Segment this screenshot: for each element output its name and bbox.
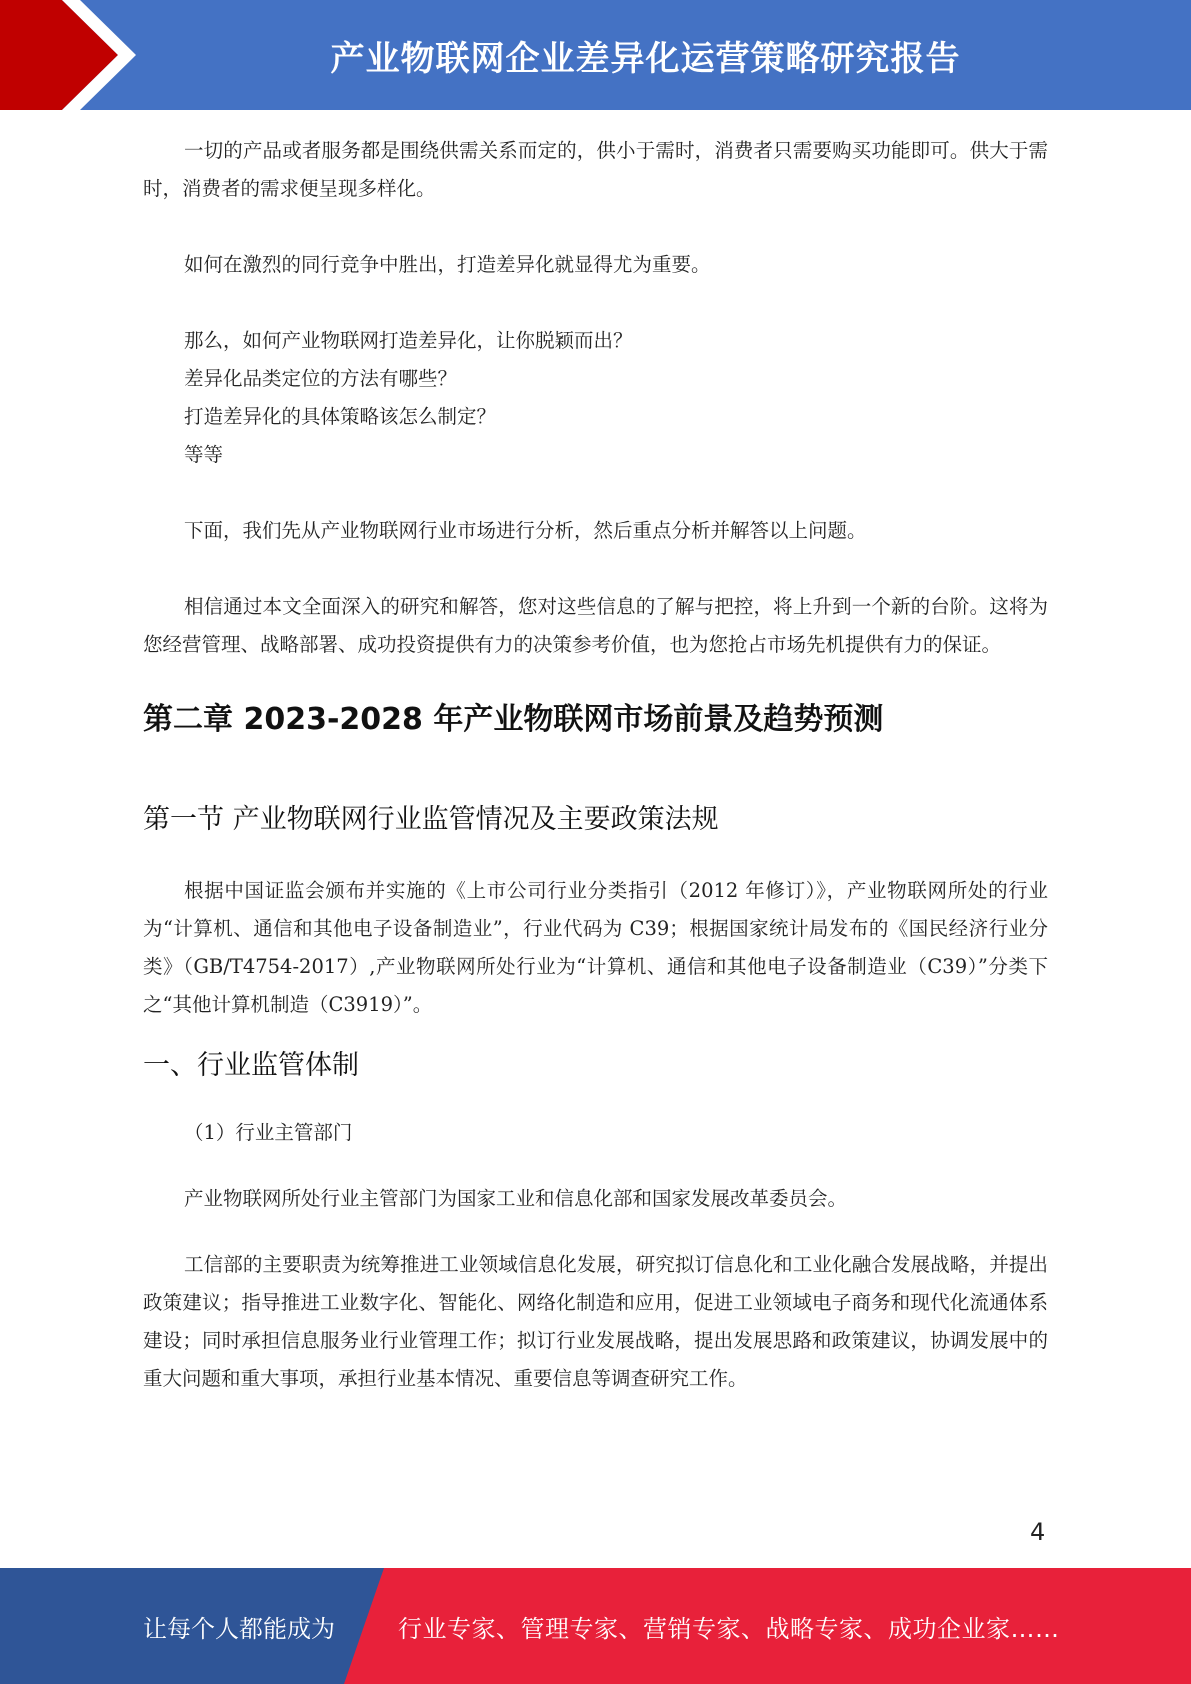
paragraph-value: 相信通过本文全面深入的研究和解答，您对这些信息的了解与把控，将上升到一个新的台阶。这将为您经营管理、战略部署、成功投资提供有力的决策参考价值，也为您抢占市场先机提供有力的保证。 [143, 595, 1048, 656]
question-etc: 等等 [184, 443, 224, 466]
subsection-title: 一、行业监管体制 [143, 1050, 359, 1081]
paragraph-differentiation: 如何在激烈的同行竞争中胜出，打造差异化就显得尤为重要。 [184, 253, 711, 276]
footer-slogan-right: 行业专家、管理专家、营销专家、战略专家、成功企业家…… [398, 1614, 1060, 1643]
footer-banner [0, 1568, 1191, 1684]
paragraph-analysis-intro: 下面，我们先从产业物联网行业市场进行分析，然后重点分析并解答以上问题。 [184, 519, 867, 542]
question-2: 差异化品类定位的方法有哪些？ [184, 367, 458, 390]
page-content [143, 132, 1048, 1398]
footer-slogan-left: 让每个人都能成为 [143, 1614, 335, 1643]
page-number: 4 [1030, 1518, 1046, 1546]
paragraph-authorities: 产业物联网所处行业主管部门为国家工业和信息化部和国家发展改革委员会。 [184, 1187, 848, 1210]
header-bar [0, 0, 1191, 110]
question-3: 打造差异化的具体策略该怎么制定？ [184, 405, 497, 428]
report-title: 产业物联网企业差异化运营策略研究报告 [330, 38, 961, 79]
item-label: （1）行业主管部门 [184, 1121, 353, 1144]
question-1: 那么，如何产业物联网打造差异化，让你脱颖而出？ [184, 329, 633, 352]
paragraph-supply-demand: 一切的产品或者服务都是围绕供需关系而定的，供小于需时，消费者只需要购买功能即可。供大于需时，消费者的需求便呈现多样化。 [143, 139, 1048, 200]
chapter-title: 第二章 2023-2028 年产业物联网市场前景及趋势预测 [143, 702, 884, 737]
section-title: 第一节 产业物联网行业监管情况及主要政策法规 [143, 804, 719, 835]
paragraph-miit-duties: 工信部的主要职责为统筹推进工业领域信息化发展，研究拟订信息化和工业化融合发展战略，并提出政策建议；指导推进工业数字化、智能化、网络化制造和应用，促进工业领域电子商务和现代化流通体系建设；同时承担信息服务业行业管理工作；拟订行业发展战略，提出发展思路和政策建议，协调发展中的重大问题和重大事项，承担行业基本情况、重要信息等调查研究工作。 [143, 1253, 1048, 1390]
paragraph-industry-classification: 根据中国证监会颁布并实施的《上市公司行业分类指引（2012 年修订）》，产业物联网所处的行业为“计算机、通信和其他电子设备制造业”，行业代码为 C39；根据国家统计局发布的《国民经济行业分类》（GB/T4754-2017）,产业物联网所处行业为“计算机、通信和其他电子设备制造业（C39）”分类下之“其他计算机制造（C3919）”。 [143, 879, 1048, 1016]
